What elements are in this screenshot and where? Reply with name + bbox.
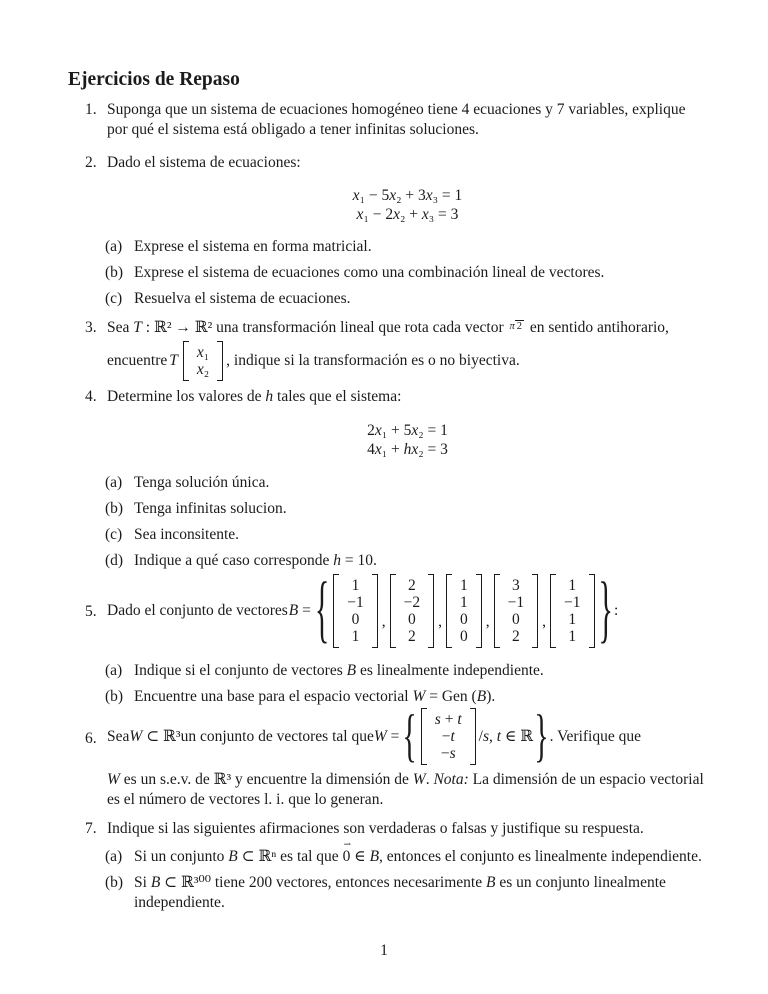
item-7b-text xyxy=(134,873,708,913)
vector-cell: 0 xyxy=(512,611,520,628)
vector-cell: 1 xyxy=(460,594,468,611)
item-4a xyxy=(107,473,708,493)
item-5-math: B = xyxy=(288,602,311,619)
item-5b-text xyxy=(134,687,708,707)
vector-cell: −1 xyxy=(347,594,364,611)
item-5a-pre: Indique si el conjunto de vectores xyxy=(134,662,347,679)
vector-cells xyxy=(427,708,470,765)
separator-comma: , xyxy=(381,613,386,630)
vector-cell: 0 xyxy=(460,611,468,628)
vector-cell: 2 xyxy=(408,577,416,594)
item-1-text: Suponga que un sistema de ecuaciones homogéneo tiene 4 ecuaciones y 7 variables, explique por qué el sistema está obligado a tener infinitas soluciones. xyxy=(107,101,686,138)
separator-comma: , xyxy=(438,613,443,630)
vector-cells xyxy=(396,574,429,648)
item-6-l2-b: es un s.e.v. de xyxy=(119,771,214,788)
bracket-right-icon xyxy=(470,708,476,765)
item-7a-pre: Si un conjunto xyxy=(134,848,229,865)
bracket-right-icon xyxy=(476,574,482,648)
item-6-set-definition xyxy=(107,703,708,768)
item-3-line-2 xyxy=(107,341,708,381)
item-3-post: en sentido antihorario, xyxy=(526,319,669,336)
item-5b-math: W = xyxy=(412,688,438,705)
vector-cells xyxy=(339,574,372,648)
page-title: Ejercicios de Repaso xyxy=(68,69,240,90)
brace-close-icon: } xyxy=(598,568,613,651)
item-5-pre: Dado el conjunto de vectores xyxy=(107,602,288,619)
item-4-line xyxy=(107,387,708,407)
vector-cell: 1 xyxy=(351,577,360,594)
vector-3 xyxy=(446,574,482,648)
item-7b-label: (b) xyxy=(105,874,124,891)
equation-line-2: 4x₁ + hx₂ = 3 xyxy=(367,441,448,458)
item-7b-post: es un conjunto linealmente independiente. xyxy=(134,874,666,911)
item-4d-pre: Indique a qué caso corresponde xyxy=(134,552,334,569)
item-5a-text xyxy=(134,661,708,681)
item-5a-label: (a) xyxy=(105,662,123,679)
item-5a-post: es linealmente independiente. xyxy=(356,662,544,679)
item-6-post: . Verifique que xyxy=(549,727,641,745)
item-6-number: 6. xyxy=(85,730,97,747)
bracket-right-icon xyxy=(589,574,595,648)
item-4-equations xyxy=(107,421,708,459)
item-4d-label: (d) xyxy=(105,552,124,569)
item-7b-pre: Si xyxy=(134,874,151,891)
item-2a-text: Exprese el sistema en forma matricial. xyxy=(134,238,372,255)
vector-cell: s + t xyxy=(434,711,462,728)
item-2b-label: (b) xyxy=(105,264,124,281)
vector-cell: 1 xyxy=(568,577,577,594)
vector-2 xyxy=(390,574,435,648)
item-6-math-2: W = xyxy=(373,727,400,745)
item-4d xyxy=(107,551,708,571)
item-6-l2-math-d: W xyxy=(412,771,426,788)
item-6-content xyxy=(107,703,708,810)
item-5-number: 5. xyxy=(85,603,97,620)
item-3-pre: Sea xyxy=(107,319,134,336)
item-4-number: 4. xyxy=(85,388,97,405)
vector-cell: 3 xyxy=(512,577,520,594)
item-2-text: Dado el sistema de ecuaciones: xyxy=(107,154,301,171)
item-1-number: 1. xyxy=(85,101,97,118)
item-7b-mid: tiene 200 vectores, entonces necesarimente xyxy=(210,874,486,891)
fraction-denominator: 2 xyxy=(516,320,523,332)
vector-cells xyxy=(189,341,217,381)
item-4b-text: Tenga infinitas solucion. xyxy=(134,500,287,517)
item-4c xyxy=(107,525,708,545)
vector-cell: 1 xyxy=(351,628,360,645)
item-5-content xyxy=(105,568,708,707)
item-4d-math: h = 10. xyxy=(333,552,377,569)
item-3-l2-math: T xyxy=(169,352,178,369)
vector-cell: x₂ xyxy=(196,361,210,378)
item-7b xyxy=(107,873,708,913)
item-5-colon: : xyxy=(613,602,619,619)
item-2 xyxy=(68,153,708,309)
item-7 xyxy=(68,819,708,913)
item-7b-math1: B ⊂ ℝ³⁰⁰ xyxy=(150,874,211,891)
vector-arrow-icon: ⇀ xyxy=(343,839,352,849)
item-6-l2-math-a: W xyxy=(107,771,120,788)
vector-cell: −1 xyxy=(564,594,581,611)
item-5b-math2: B xyxy=(476,688,487,705)
item-2-equations xyxy=(107,186,708,224)
item-5b-pre: Encuentre una base para el espacio vectorial xyxy=(134,688,413,705)
vector-cell: −s xyxy=(440,745,456,762)
vector-cell: −2 xyxy=(403,594,421,611)
item-2c-label: (c) xyxy=(105,290,123,307)
item-2b-text: Exprese el sistema de ecuaciones como una combinación lineal de vectores. xyxy=(134,264,605,281)
bracket-right-icon xyxy=(217,341,223,381)
brace-open-icon: { xyxy=(402,703,417,768)
item-7-content xyxy=(107,819,708,913)
vector-cell: 1 xyxy=(568,611,577,628)
fraction-numerator: π xyxy=(509,320,515,332)
brace-open-icon: { xyxy=(314,568,330,651)
bracket-right-icon xyxy=(428,574,434,648)
item-5a-math: B xyxy=(346,662,357,679)
item-2a-label: (a) xyxy=(105,238,123,255)
item-3-l2-pre: encuentre xyxy=(107,352,168,369)
vector-cell: 1 xyxy=(568,628,577,645)
separator-comma: , xyxy=(542,613,547,630)
item-3-number: 3. xyxy=(85,319,97,336)
item-1 xyxy=(68,100,708,140)
item-6-condition: /s, t ∈ ℝ xyxy=(478,727,534,745)
vector-cell: −1 xyxy=(507,594,525,611)
item-4c-label: (c) xyxy=(105,526,123,543)
parametric-vector xyxy=(421,708,476,765)
bracket-right-icon xyxy=(532,574,538,648)
item-4-pre: Determine los valores de xyxy=(107,388,266,405)
vector-cell: x₁ xyxy=(196,344,210,361)
item-4-math: h xyxy=(265,388,274,405)
item-6-l2-f: La dimensión de un espacio vectorial es el número de vectores l. i. que lo generan. xyxy=(107,771,704,808)
vector-zero-symbol xyxy=(342,839,352,867)
vector-cell: −t xyxy=(441,728,455,745)
vector-cell: 2 xyxy=(408,628,416,645)
item-2a xyxy=(107,237,708,257)
item-3 xyxy=(68,318,708,381)
item-3-math-1: T : ℝ² → ℝ² xyxy=(133,319,213,336)
item-2-content xyxy=(107,153,708,309)
item-3-content xyxy=(107,318,708,381)
item-2b xyxy=(107,263,708,283)
item-4-post: tales que el sistema: xyxy=(273,388,402,405)
item-6-l2-c: y encuentre la dimensión de xyxy=(231,771,413,788)
item-3-l2-post: , indique si la transformación es o no biyectiva. xyxy=(226,352,520,369)
item-2c xyxy=(107,289,708,309)
item-4d-text xyxy=(134,551,708,571)
item-7-number: 7. xyxy=(85,820,97,837)
page-number: 1 xyxy=(380,942,388,959)
equation-line-1: 2x₁ + 5x₂ = 1 xyxy=(367,422,448,439)
item-4b xyxy=(107,499,708,519)
item-7a-mid: es tal que xyxy=(276,848,343,865)
column-vector-x1-x2 xyxy=(183,341,223,381)
item-5b-post: ). xyxy=(486,688,496,705)
item-6-pre: Sea xyxy=(107,727,130,745)
item-7a xyxy=(105,839,708,867)
item-4 xyxy=(68,387,708,571)
item-6-math-1: W ⊂ ℝ³ xyxy=(129,727,181,745)
vector-cell: 0 xyxy=(460,628,468,645)
vector-1 xyxy=(333,574,378,648)
vector-zero-base: 0 xyxy=(342,848,351,865)
item-3-mid: una transformación lineal que rota cada vector xyxy=(212,319,508,336)
vector-cells xyxy=(452,574,476,648)
item-6-nota-label: Nota: xyxy=(433,771,469,788)
vector-cell: 1 xyxy=(460,577,468,594)
item-2-number: 2. xyxy=(85,154,97,171)
item-7a-label: (a) xyxy=(105,848,123,865)
equation-line-2: x₁ − 2x₂ + x₃ = 3 xyxy=(356,206,459,223)
item-6 xyxy=(68,703,708,810)
item-4c-text: Sea inconsitente. xyxy=(134,526,240,543)
item-4a-text: Tenga solución única. xyxy=(134,474,270,491)
brace-close-icon: } xyxy=(534,703,549,768)
item-7a-math1: B ⊂ ℝⁿ xyxy=(228,848,277,865)
item-5b-label: (b) xyxy=(105,688,124,705)
item-4a-label: (a) xyxy=(105,474,123,491)
vector-cells xyxy=(556,574,589,648)
item-7a-text xyxy=(134,839,708,867)
vector-cell: 0 xyxy=(408,611,416,628)
vector-cell: 0 xyxy=(351,611,360,628)
item-4b-label: (b) xyxy=(105,500,124,517)
item-6-mid: un conjunto de vectores tal que xyxy=(180,727,374,745)
fraction-pi-over-2 xyxy=(510,321,525,332)
vector-cell: 2 xyxy=(512,628,520,645)
vector-cells xyxy=(500,574,533,648)
item-7-text: Indique si las siguientes afirmaciones son verdaderas o falsas y justifique su respuesta. xyxy=(107,820,644,837)
item-3-line-1 xyxy=(107,318,708,338)
vector-5 xyxy=(550,574,595,648)
item-7a-post: , entonces el conjunto es linealmente independiente. xyxy=(379,848,702,865)
item-6-l2-math: ℝ³ xyxy=(213,771,232,788)
item-6-continuation xyxy=(107,770,708,810)
bracket-right-icon xyxy=(372,574,378,648)
vector-4 xyxy=(494,574,539,648)
item-5-vector-set xyxy=(107,568,708,651)
item-5a xyxy=(107,661,708,681)
item-5 xyxy=(68,568,708,707)
item-7b-math2: B xyxy=(486,874,496,891)
separator-comma: , xyxy=(485,613,490,630)
equation-line-1: x₁ − 5x₂ + 3x₃ = 1 xyxy=(352,187,463,204)
item-2c-text: Resuelva el sistema de ecuaciones. xyxy=(134,290,351,307)
item-7a-math2: ∈ B xyxy=(350,848,380,865)
item-6-l2-e: . xyxy=(425,771,434,788)
item-5b-mid: Gen ( xyxy=(437,688,477,705)
item-4-content xyxy=(107,387,708,571)
